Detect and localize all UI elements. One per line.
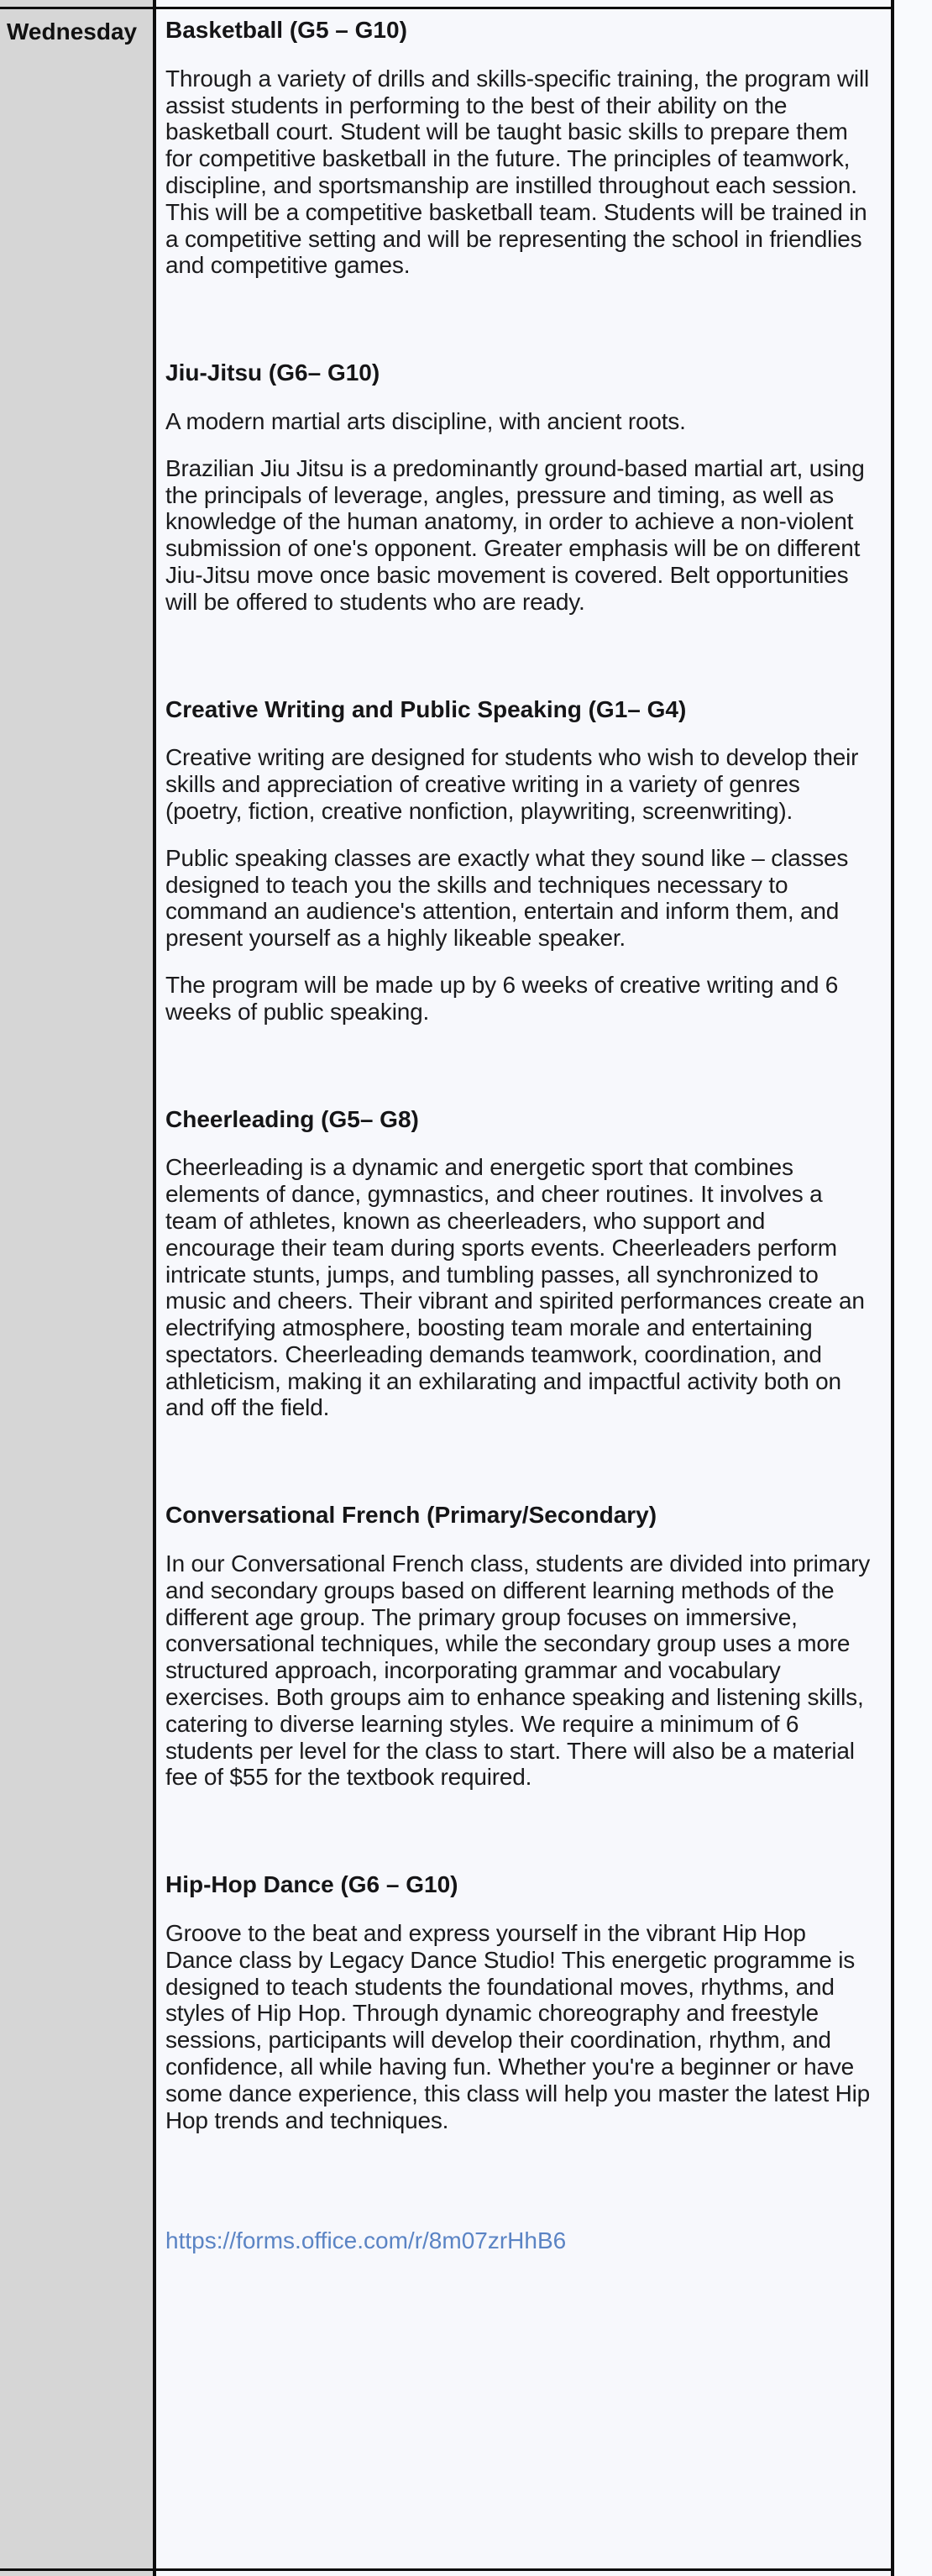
activity-paragraph: In our Conversational French class, students are divided into primary and secondary groups based on different learning methods of the different age group. The primary group focuses on immersive, conversational techniques, while the secondary group uses a more structured approach, incorporating grammar and vocabulary exercises. Both groups aim to enhance speaking and listening skills, catering to diverse learning styles. We require a minimum of 6 students per level for the class to start. There will also be a material fee of $55 for the textbook required. <box>165 1550 871 1791</box>
column-separator-line <box>153 0 156 2576</box>
activity-section <box>165 17 875 279</box>
activity-section <box>165 1502 875 1791</box>
table-bottom-border-line <box>0 2568 894 2571</box>
activity-section <box>165 696 875 1026</box>
activity-heading: Conversational French (Primary/Secondary) <box>165 1502 657 1529</box>
activity-heading: Creative Writing and Public Speaking (G1– G4) <box>165 695 687 722</box>
activity-paragraph: A modern martial arts discipline, with ancient roots. <box>165 407 686 434</box>
table-right-border-line <box>891 0 894 2576</box>
activity-paragraph: Creative writing are designed for students who wish to develop their skills and appreciation of creative writing in a variety of genres (poetry, fiction, creative nonfiction, playwriting, screenwriting). <box>165 744 859 824</box>
day-cell <box>0 0 153 2576</box>
activity-heading: Cheerleading (G5– G8) <box>165 1105 419 1132</box>
activity-section <box>165 359 875 615</box>
activity-section <box>165 1871 875 2133</box>
activity-section <box>165 1106 875 1422</box>
activity-paragraph: The program will be made up by 6 weeks of creative writing and 6 weeks of public speaking. <box>165 971 839 1025</box>
activity-paragraph: Groove to the beat and express yourself in the vibrant Hip Hop Dance class by Legacy Dance Studio! This energetic programme is designed to teach students the foundational moves, rhythms, and styles of Hip Hop. Through dynamic choreography and freestyle sessions, participants will develop their coordination, rhythm, and confidence, all while having fun. Whether you're a beginner or have some dance experience, this class will help you master the latest Hip Hop trends and techniques. <box>165 1920 871 2133</box>
table-top-border-line <box>0 7 894 9</box>
activity-heading: Jiu-Jitsu (G6– G10) <box>165 359 380 386</box>
activity-heading: Hip-Hop Dance (G6 – G10) <box>165 1871 458 1898</box>
activity-paragraph: Cheerleading is a dynamic and energetic sport that combines elements of dance, gymnastics, and cheer routines. It involves a team of athletes, known as cheerleaders, who support and encourage their team during sports events. Cheerleaders perform intricate stunts, jumps, and tumbling passes, all synchronized to music and cheers. Their vibrant and spirited performances create an electrifying atmosphere, boosting team morale and entertaining spectators. Cheerleading demands teamwork, coordination, and athleticism, making it an exhilarating and impactful activity both on and off the field. <box>165 1154 865 1421</box>
activity-paragraph: Public speaking classes are exactly what they sound like – classes designed to teach you the skills and techniques necessary to command an audience's attention, entertain and inform them, and present yourself as a highly likeable speaker. <box>165 844 849 952</box>
day-label: Wednesday <box>7 18 138 45</box>
registration-link[interactable]: https://forms.office.com/r/8m07zrHhB6 <box>165 2227 567 2254</box>
activity-sections <box>165 17 875 2133</box>
activity-heading: Basketball (G5 – G10) <box>165 17 407 43</box>
activities-cell <box>156 0 891 2576</box>
activity-paragraph: Brazilian Jiu Jitsu is a predominantly ground-based martial art, using the principals of leverage, angles, pressure and timing, as well as knowledge of the human anatomy, in order to achieve a non-violent submission of one's opponent. Greater emphasis will be on different Jiu-Jitsu move once basic movement is covered. Belt opportunities will be offered to students who are ready. <box>165 454 865 615</box>
activity-paragraph: Through a variety of drills and skills-specific training, the program will assist students in performing to the best of their ability on the basketball court. Student will be taught basic skills to prepare them for competitive basketball in the future. The principles of teamwork, discipline, and sportsmanship are instilled throughout each session. This will be a competitive basketball team. Students will be trained in a competitive setting and will be representing the school in friendlies and competitive games. <box>165 65 869 279</box>
